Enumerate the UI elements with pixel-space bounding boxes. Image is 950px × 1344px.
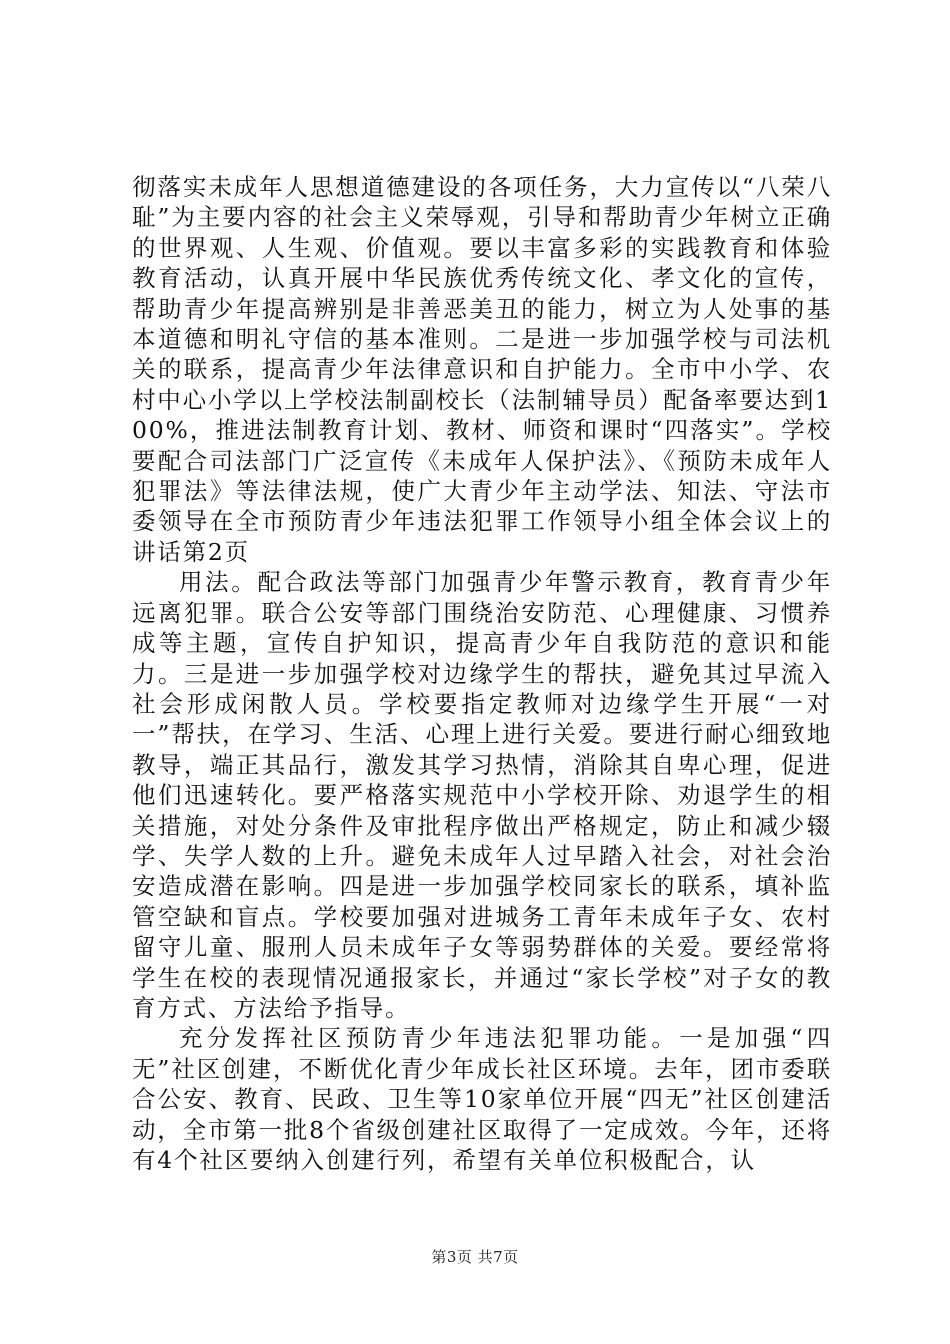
body-paragraph-2: 用法。配合政法等部门加强青少年警示教育，教育青少年远离犯罪。联合公安等部门围绕治安防范、心理健康、习惯养成等主题，宣传自护知识，提高青少年自我防范的意识和能力。三是进一步加强学校对边缘学生的帮扶，避免其过早流入社会形成闲散人员。学校要指定教师对边缘学生开展“一对一”帮扶，在学习、生活、心理上进行关爱。要进行耐心细致地教导，端正其品行，激发其学习热情，消除其自卑心理，促进他们迅速转化。要严格落实规范中小学校开除、劝退学生的相关措施，对处分条件及审批程序做出严格规定，防止和减少辍学、失学人数的上升。避免未成年人过早踏入社会，对社会治安造成潜在影响。四是进一步加强学校同家长的联系，填补监管空缺和盲点。学校要加强对进城务工青年未成年子女、农村留守儿童、服刑人员未成年子女等弱势群体的关爱。要经常将学生在校的表现情况通报家长，并通过“家长学校”对子女的教育方式、方法给予指导。	[132, 568, 832, 1022]
body-paragraph-1: 彻落实未成年人思想道德建设的各项任务，大力宣传以“八荣八耻”为主要内容的社会主义荣辱观，引导和帮助青少年树立正确的世界观、人生观、价值观。要以丰富多彩的实践教育和体验教育活动，认真开展中华民族优秀传统文化、孝文化的宣传，帮助青少年提高辨别是非善恶美丑的能力，树立为人处事的基本道德和明礼守信的基本准则。二是进一步加强学校与司法机关的联系，提高青少年法律意识和自护能力。全市中小学、农村中心小学以上学校法制副校长（法制辅导员）配备率要达到100%，推进法制教育计划、教材、师资和课时“四落实”。学校要配合司法部门广泛宣传《未成年人保护法》、《预防未成年人犯罪法》等法律法规，使广大青少年主动学法、知法、守法市委领导在全市预防青少年违法犯罪工作领导小组全体会议上的讲话第2页	[132, 173, 832, 566]
document-body	[132, 172, 832, 1175]
page-number-footer: 第3页 共7页	[431, 1248, 519, 1266]
body-paragraph-3: 充分发挥社区预防青少年违法犯罪功能。一是加强“四无”社区创建，不断优化青少年成长社区环境。去年，团市委联合公安、教育、民政、卫生等10家单位开展“四无”社区创建活动，全市第一批8个省级创建社区取得了一定成效。今年，还将有4个社区要纳入创建行列，希望有关单位积极配合，认	[132, 1024, 832, 1174]
